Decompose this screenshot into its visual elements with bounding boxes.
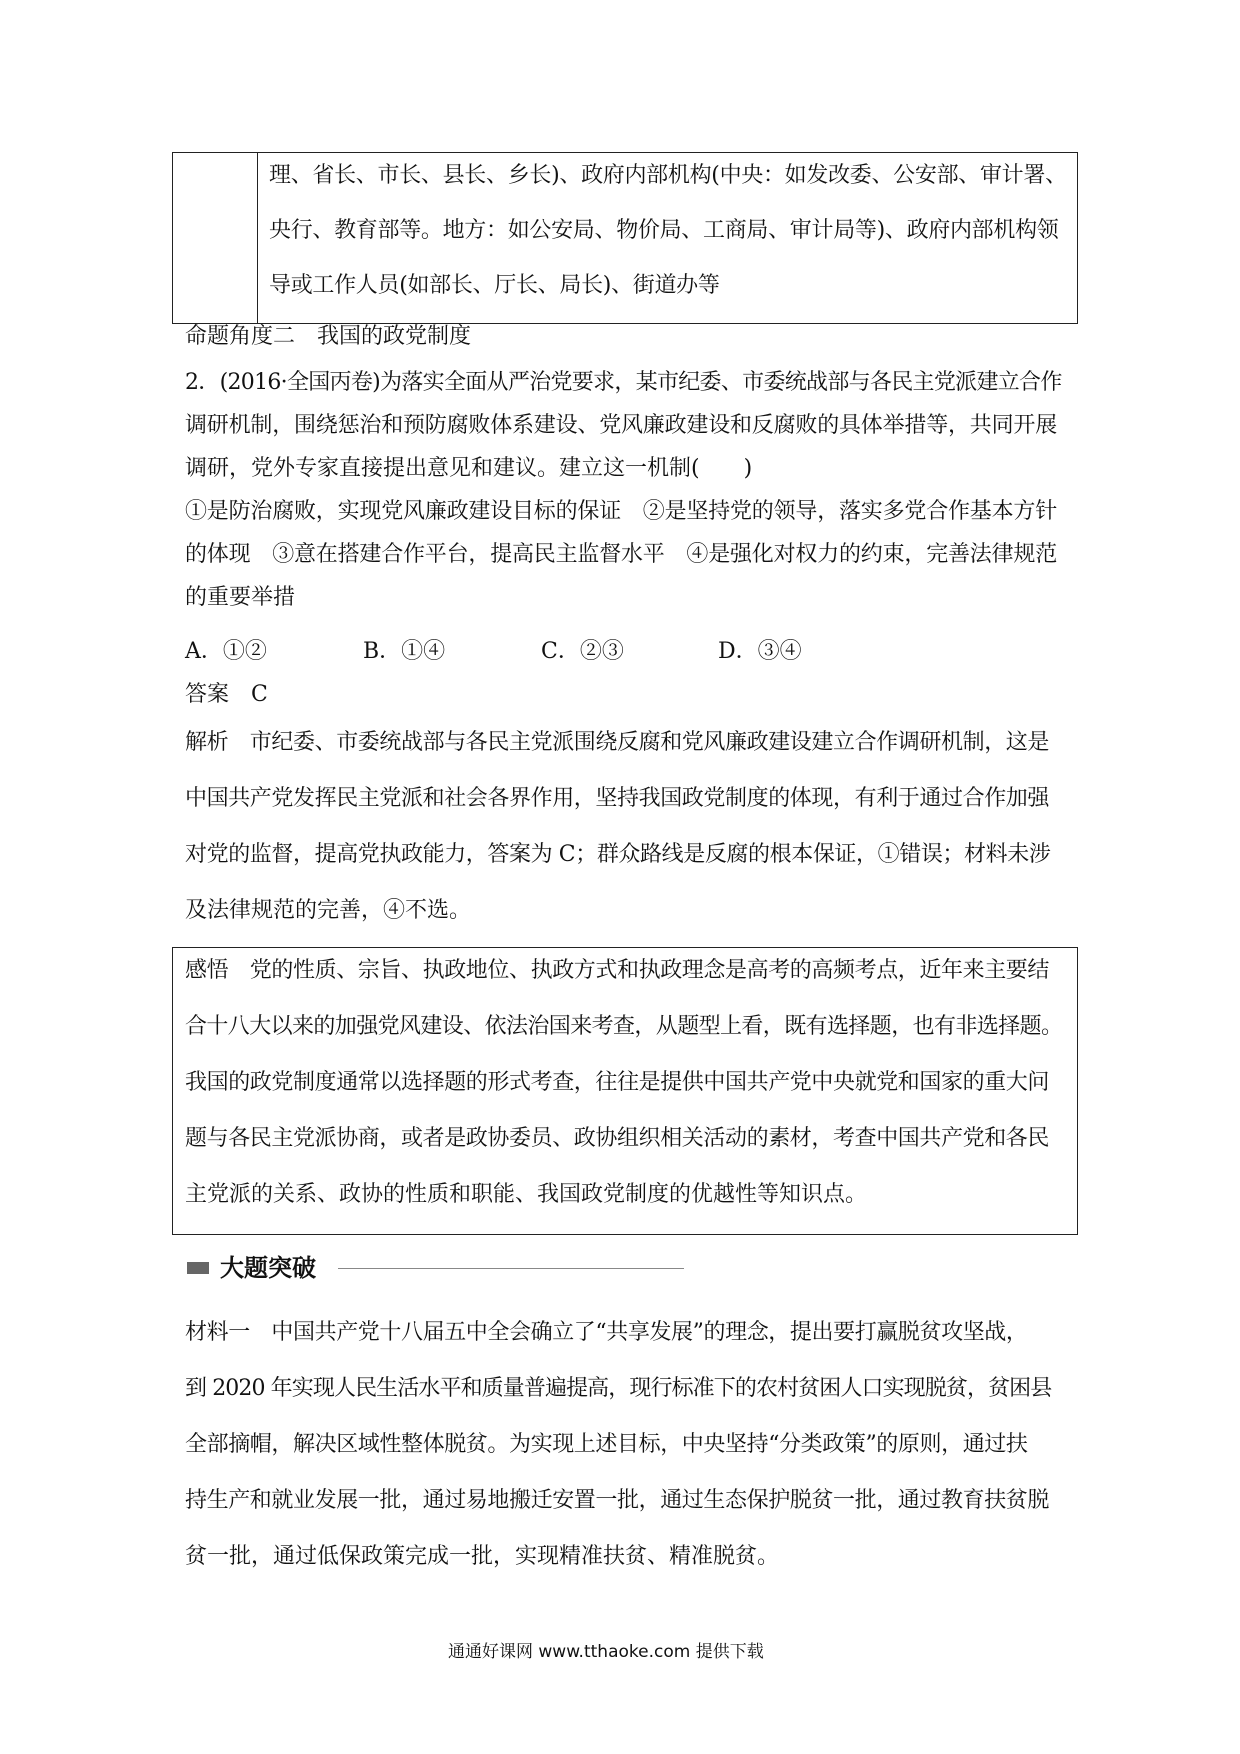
- material-line: 贫一批，通过低保政策完成一批，实现精准扶贫、精准脱贫。: [185, 1544, 780, 1569]
- section-divider: [338, 1268, 684, 1269]
- analysis-line: 及法律规范的完善，④不选。: [185, 898, 472, 923]
- question-line: 调研机制，围绕惩治和预防腐败体系建设、党风廉政建设和反腐败的具体举措等，共同开展: [185, 413, 1058, 438]
- material-line: 持生产和就业发展一批，通过易地搬迁安置一批，通过生态保护脱贫一批，通过教育扶贫脱: [185, 1488, 1050, 1513]
- option-c: C．②③: [541, 639, 624, 664]
- answer: 答案 C: [185, 682, 268, 707]
- material-line: 全部摘帽，解决区域性整体脱贫。为实现上述目标，中央坚持“分类政策”的原则，通过扶: [185, 1432, 1028, 1457]
- insight-box: [172, 947, 1078, 1235]
- table-line: 理、省长、市长、县长、乡长)、政府内部机构(中央：如发改委、公安部、审计署、: [269, 163, 1067, 188]
- angle-heading: 命题角度二 我国的政党制度: [185, 324, 472, 349]
- question-line: 调研，党外专家直接提出意见和建议。建立这一机制( ): [185, 456, 753, 481]
- insight-line: 合十八大以来的加强党风建设、依法治国来考查，从题型上看，既有选择题，也有非选择题。: [185, 1014, 1063, 1039]
- table-cell-content: [269, 153, 1069, 325]
- table-line: 导或工作人员(如部长、厅长、局长)、街道办等: [269, 273, 720, 298]
- table-line: 央行、教育部等。地方：如公安局、物价局、工商局、审计局等)、政府内部机构领: [269, 218, 1059, 243]
- material-line: 材料一 中国共产党十八届五中全会确立了“共享发展”的理念，提出要打赢脱贫攻坚战，: [185, 1320, 1028, 1345]
- question-line: 的重要举措: [185, 585, 296, 610]
- option-d: D．③④: [718, 639, 802, 664]
- top-table: [172, 152, 1078, 324]
- option-b: B．①④: [363, 639, 446, 664]
- option-a: A．①②: [185, 639, 267, 664]
- insight-line: 我国的政党制度通常以选择题的形式考查，往往是提供中国共产党中央就党和国家的重大问: [185, 1070, 1050, 1095]
- section-marker-icon: [187, 1262, 209, 1274]
- analysis-line: 解析 市纪委、市委统战部与各民主党派围绕反腐和党风廉政建设建立合作调研机制，这是: [185, 730, 1050, 755]
- insight-line: 主党派的关系、政协的性质和职能、我国政党制度的优越性等知识点。: [185, 1182, 868, 1207]
- question-line: 的体现 ③意在搭建合作平台，提高民主监督水平 ④是强化对权力的约束，完善法律规范: [185, 542, 1058, 567]
- material-line: 到 2020 年实现人民生活水平和质量普遍提高，现行标准下的农村贫困人口实现脱贫，贫困县: [185, 1376, 1052, 1401]
- page-footer: 通通好课网 www.tthaoke.com 提供下载: [448, 1642, 764, 1662]
- section-title: 大题突破: [220, 1254, 316, 1282]
- insight-line: 题与各民主党派协商，或者是政协委员、政协组织相关活动的素材，考查中国共产党和各民: [185, 1126, 1050, 1151]
- question-line: 2．(2016·全国丙卷)为落实全面从严治党要求，某市纪委、市委统战部与各民主党派建立合作: [185, 370, 1062, 395]
- analysis-line: 对党的监督，提高党执政能力，答案为 C；群众路线是反腐的根本保证，①错误；材料未涉: [185, 842, 1051, 867]
- insight-line: 感悟 党的性质、宗旨、执政地位、执政方式和执政理念是高考的高频考点，近年来主要结: [185, 958, 1050, 983]
- table-column-divider: [257, 153, 258, 323]
- analysis-line: 中国共产党发挥民主党派和社会各界作用，坚持我国政党制度的体现，有利于通过合作加强: [185, 786, 1050, 811]
- question-line: ①是防治腐败，实现党风廉政建设目标的保证 ②是坚持党的领导，落实多党合作基本方针: [185, 499, 1058, 524]
